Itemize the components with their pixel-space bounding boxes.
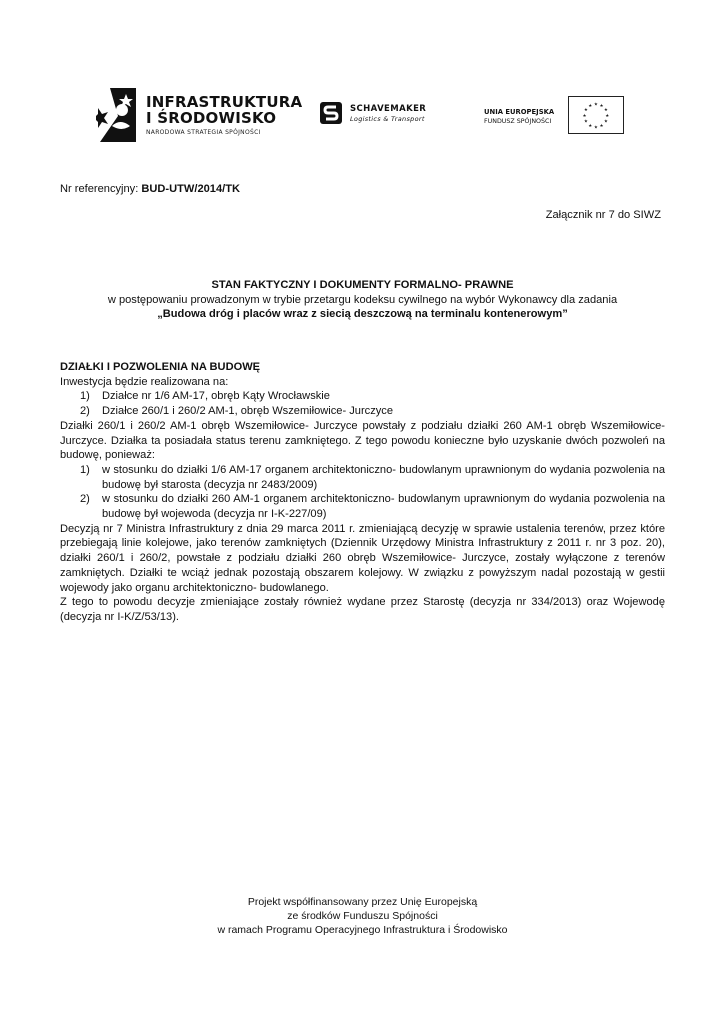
svg-text:★: ★ xyxy=(593,102,599,108)
svg-text:★: ★ xyxy=(593,125,599,131)
list-text: Działce 260/1 i 260/2 AM-1, obręb Wszemiłowice- Jurczyce xyxy=(102,405,394,418)
logo-title-line2: I ŚRODOWISKO xyxy=(146,109,277,127)
infrastruktura-logo xyxy=(96,86,303,144)
schavemaker-s-icon xyxy=(320,102,342,124)
svg-text:★: ★ xyxy=(605,113,610,119)
logo-title-line1: INFRASTRUKTURA xyxy=(146,93,303,111)
svg-text:★: ★ xyxy=(583,108,589,114)
section-title: DZIAŁKI I POZWOLENIA NA BUDOWĘ xyxy=(60,361,261,373)
list-number: 2) xyxy=(80,493,90,506)
list-number: 2) xyxy=(80,405,90,418)
intro-text: Inwestycja będzie realizowana na: xyxy=(60,375,229,388)
schavemaker-tagline: Logistics & Transport xyxy=(350,115,425,123)
list-text: w stosunku do działki 260 AM-1 organem architektoniczno- budowlanym uprawnionym do wydania pozwolenia na budowę był wojewoda (decyzja nr I-K-227/09) xyxy=(102,493,665,521)
eu-label-line2: FUNDUSZ SPÓJNOŚCI xyxy=(484,118,552,125)
schavemaker-name: SCHAVEMAKER xyxy=(350,104,427,114)
reference-value: BUD-UTW/2014/TK xyxy=(141,183,241,195)
eu-label-line1: UNIA EUROPEJSKA xyxy=(484,108,555,116)
heading-proceedings: w postępowaniu prowadzonym w trybie przetargu kodeksu cywilnego na wybór Wykonawcy dla zadania xyxy=(107,293,618,306)
schavemaker-logo xyxy=(320,102,450,130)
logo-bar xyxy=(96,84,636,144)
list-text: Działce nr 1/6 AM-17, obręb Kąty Wrocławskie xyxy=(102,390,330,403)
document-heading xyxy=(60,278,665,322)
reference-label: Nr referencyjny: xyxy=(60,183,142,195)
svg-text:★: ★ xyxy=(599,103,604,109)
footer-cofinancing xyxy=(60,895,665,937)
reference-number xyxy=(60,182,240,197)
svg-text:★: ★ xyxy=(603,119,609,125)
list-item xyxy=(60,404,665,419)
list-number: 1) xyxy=(80,463,90,476)
svg-text:★: ★ xyxy=(603,108,609,114)
svg-text:★: ★ xyxy=(582,113,587,119)
list-item xyxy=(60,389,665,404)
list-item xyxy=(60,492,665,521)
svg-text:★: ★ xyxy=(588,123,593,129)
logo-subtitle: NARODOWA STRATEGIA SPÓJNOŚCI xyxy=(146,129,261,136)
paragraph-ministry-decision: Decyzją nr 7 Ministra Infrastruktury z dnia 29 marca 2011 r. zmieniającą decyzję w sprawie ustalenia terenów, przez które przebiegają linie kolejowe, jako terenów zamkniętych (Dziennik Urzędowy Ministra Infrastruktury z 2011 r. nr 3 poz. 20), działki 260/1 i 260/2, powstałe z podziału działki 260 obręb Wszemiłowice- Jurczyce, zostały wyłączone z terenów zamkniętych. Działki te wciąż jednak pozostają obszarem kolejowy. W związku z powyższym nadal pozostają w gestii wojewody jako organu architektoniczno- budowlanego. xyxy=(60,522,665,594)
footer-line2: ze środków Funduszu Spójności xyxy=(287,910,438,922)
permits-list xyxy=(60,463,665,522)
list-text: w stosunku do działki 1/6 AM-17 organem architektoniczno- budowlanym uprawnionym do wydania pozwolenia na budowę był starosta (decyzja nr 2483/2009) xyxy=(102,463,665,491)
list-item xyxy=(60,463,665,492)
heading-task-name: „Budowa dróg i placów wraz z siecią deszczową na terminalu kontenerowym” xyxy=(157,308,568,321)
list-number: 1) xyxy=(80,390,90,403)
document-body xyxy=(60,360,665,625)
document-title: STAN FAKTYCZNY I DOKUMENTY FORMALNO- PRAWNE xyxy=(211,279,514,291)
eu-cohesion-fund-logo xyxy=(482,96,636,136)
svg-text:★: ★ xyxy=(599,123,604,129)
annex-label: Załącznik nr 7 do SIWZ xyxy=(545,209,661,221)
infrastruktura-emblem-icon xyxy=(96,86,136,142)
paragraph-plots-history: Działki 260/1 i 260/2 AM-1 obręb Wszemiłowice- Jurczyce powstały z podziału działki 260 AM-1 obręb Wszemiłowice- Jurczyce. Działka ta posiadała status terenu zamkniętego. Z tego powodu konieczne było uzyskanie dwóch pozwoleń na budowę, ponieważ: xyxy=(60,419,665,462)
svg-text:★: ★ xyxy=(588,103,593,109)
eu-flag-icon xyxy=(568,96,624,134)
paragraph-amending-decisions: Z tego to powodu decyzje zmieniające zostały również wydane przez Starostę (decyzja nr 334/2013) oraz Wojewodę (decyzja nr I-K/Z/53/13). xyxy=(60,596,665,623)
footer-line3: w ramach Programu Operacyjnego Infrastruktura i Środowisko xyxy=(217,924,508,936)
footer-line1: Projekt współfinansowany przez Unię Europejską xyxy=(247,896,478,908)
plots-list xyxy=(60,389,665,418)
svg-text:★: ★ xyxy=(583,119,589,125)
